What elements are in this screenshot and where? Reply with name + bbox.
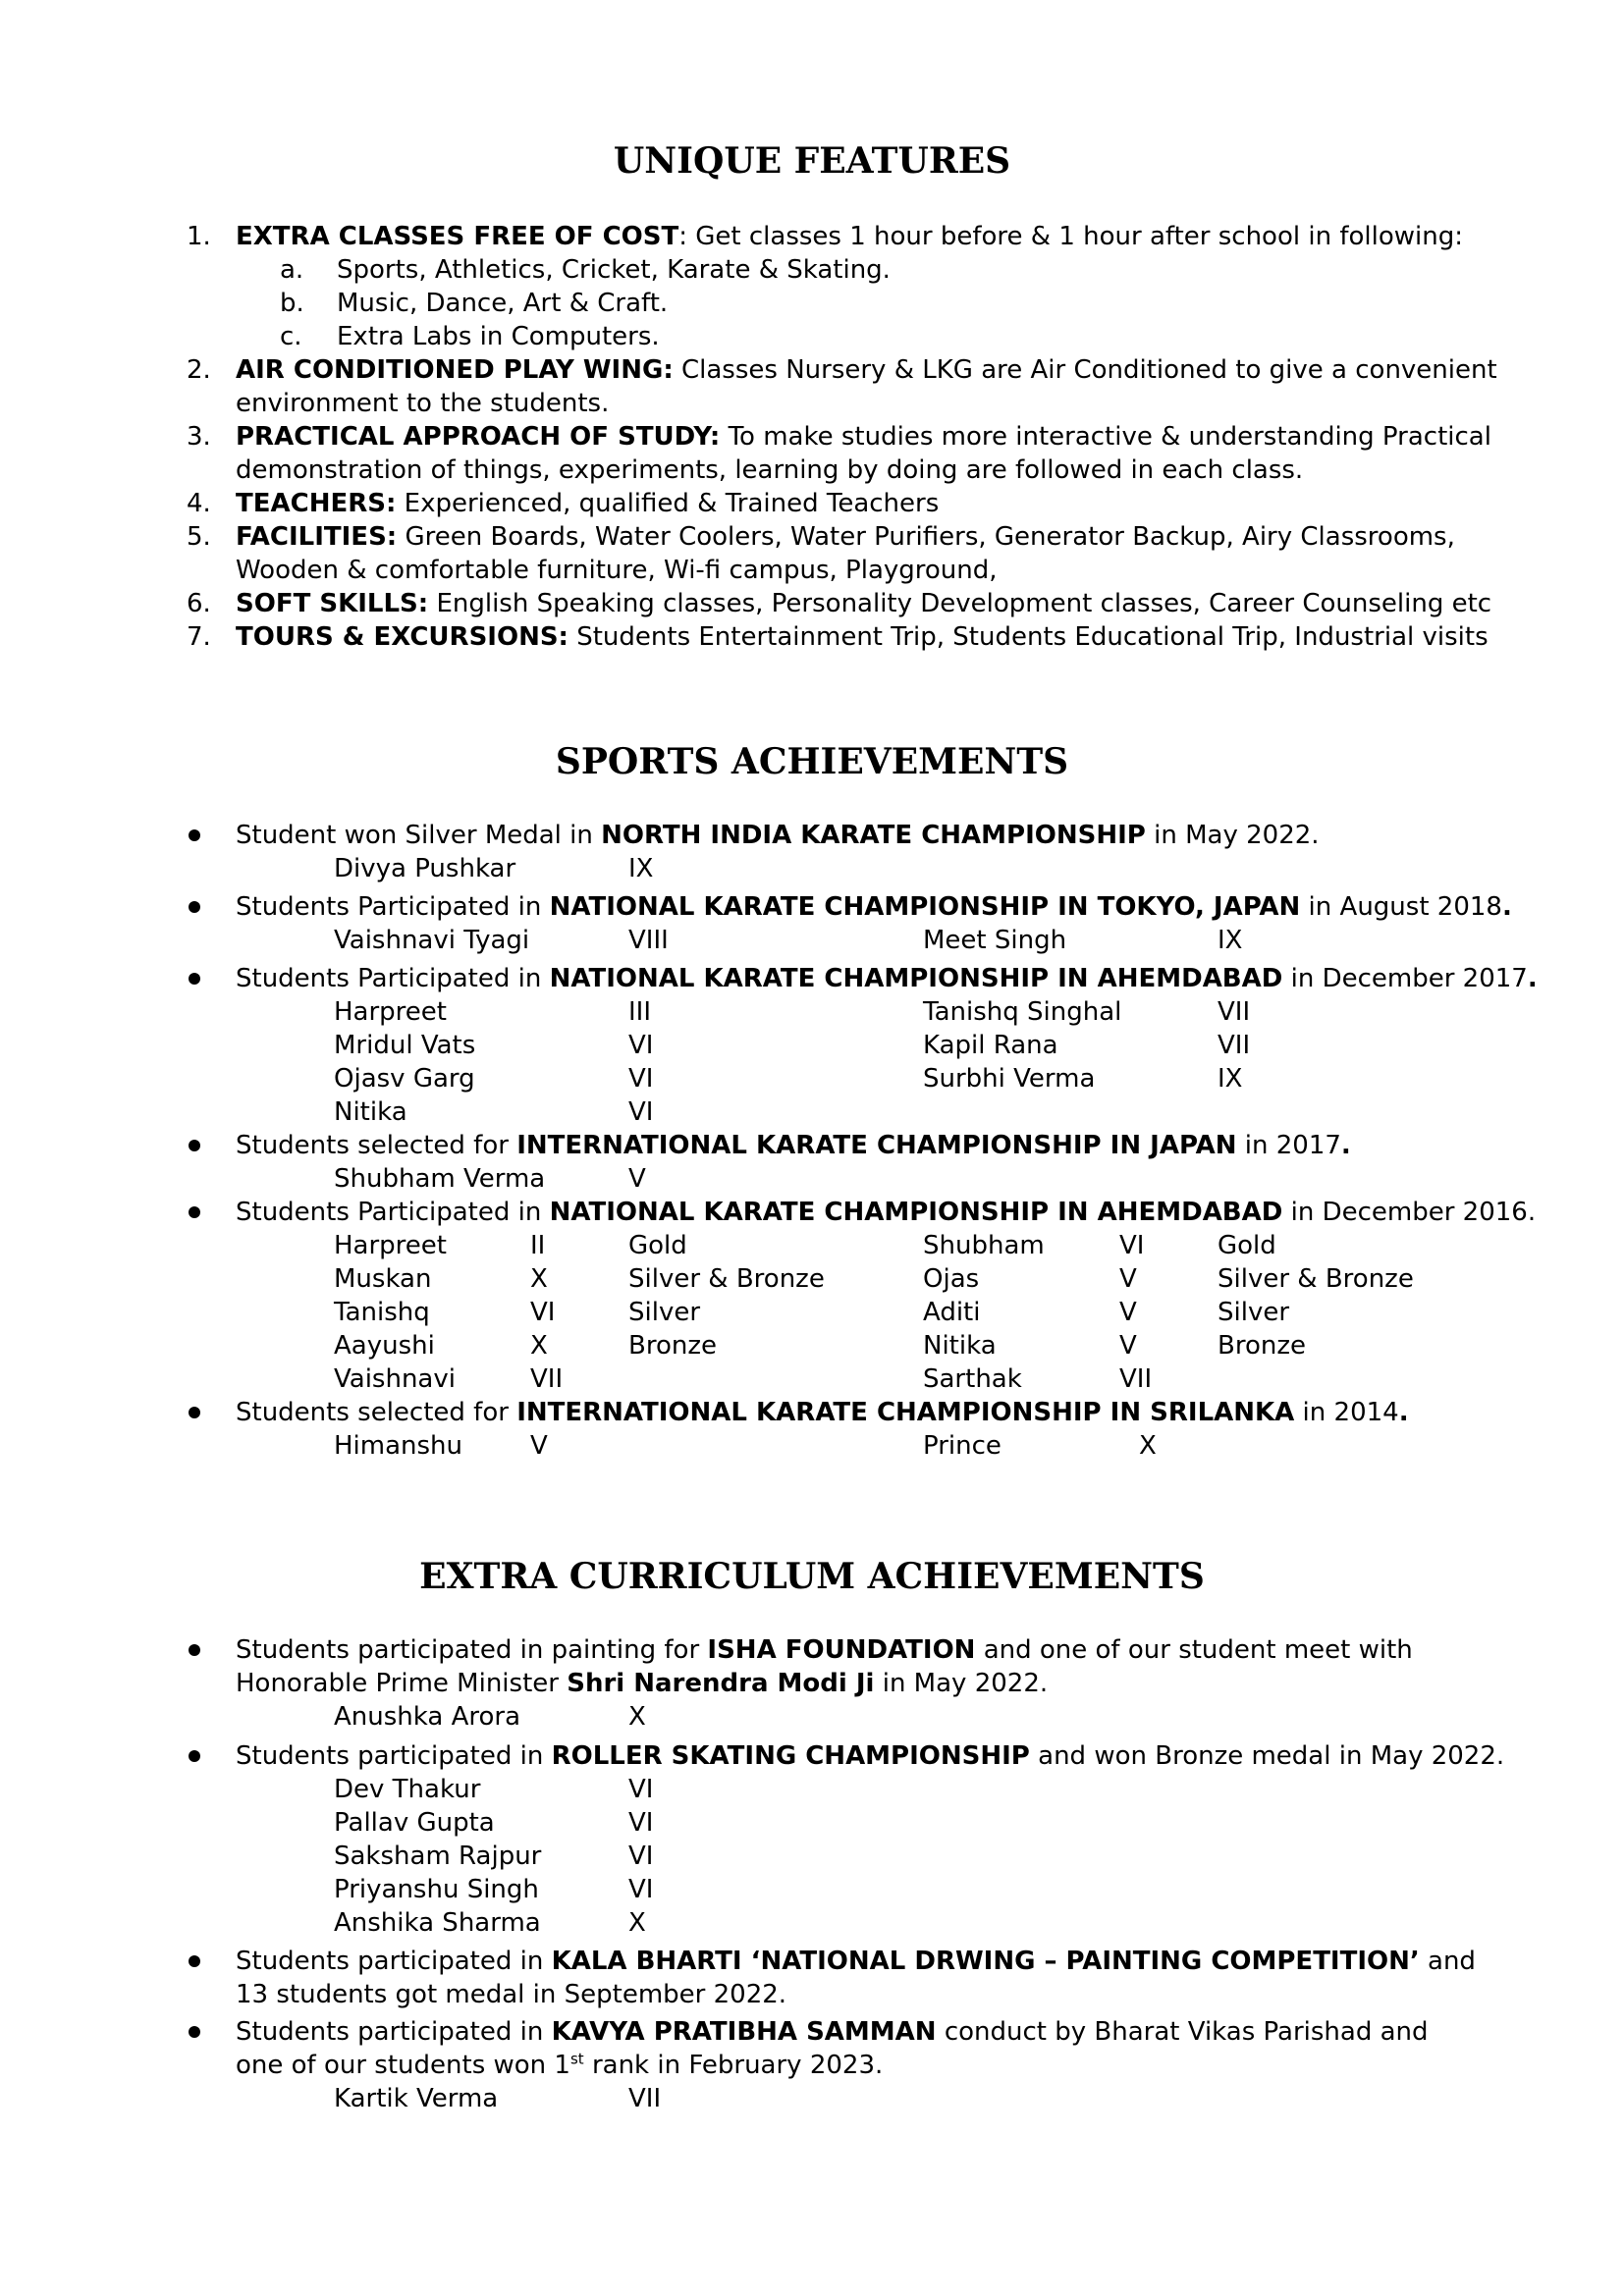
sports-achievements-heading: SPORTS ACHIEVEMENTS: [555, 741, 1069, 782]
student-class: VI: [628, 1064, 654, 1094]
student-class: VI: [628, 1875, 654, 1904]
student-class: VII: [628, 2084, 662, 2113]
student-class: X: [530, 1331, 548, 1361]
student-class: III: [628, 997, 652, 1027]
bullet: [189, 1407, 200, 1418]
student-name: Muskan: [334, 1264, 432, 1294]
list-item-text: Students Participated in NATIONAL KARATE CHAMPIONSHIP IN AHEMDABAD in December 2016.: [236, 1198, 1537, 1227]
sub-item-text: Music, Dance, Art & Craft.: [337, 289, 669, 318]
list-item-text: Students participated in KALA BHARTI ‘NATIONAL DRWING – PAINTING COMPETITION’ and 13 students got medal in September 2022.: [236, 1947, 1476, 2009]
student-name: Aditi: [923, 1298, 981, 1327]
student-class: VI: [1119, 1231, 1145, 1260]
student-class: IX: [1218, 1064, 1243, 1094]
student-name: Harpreet: [334, 1231, 447, 1260]
list-item-text: TOURS & EXCURSIONS: Students Entertainment Trip, Students Educational Trip, Industrial visits: [236, 622, 1489, 652]
student-name: Shubham Verma: [334, 1164, 546, 1194]
list-number: 2.: [187, 355, 211, 385]
list-item-text: Students participated in ROLLER SKATING CHAMPIONSHIP and won Bronze medal in May 2022.: [236, 1741, 1505, 1771]
medal: Silver: [628, 1298, 701, 1327]
bullet: [189, 1750, 200, 1762]
student-name: Anushka Arora: [334, 1702, 520, 1732]
student-class: VIII: [628, 926, 669, 955]
extra-curriculum-heading: EXTRA CURRICULUM ACHIEVEMENTS: [419, 1556, 1205, 1597]
sub-item-marker: b.: [280, 289, 304, 318]
list-number: 4.: [187, 489, 211, 518]
sub-item-marker: a.: [280, 255, 304, 285]
student-class: VI: [628, 1775, 654, 1804]
student-class: X: [628, 1908, 646, 1938]
list-item-text: TEACHERS: Experienced, qualified & Trained Teachers: [236, 489, 940, 518]
bullet: [189, 1206, 200, 1218]
medal: Bronze: [628, 1331, 717, 1361]
student-class: VII: [1218, 1031, 1251, 1060]
student-name: Vaishnavi Tyagi: [334, 926, 530, 955]
student-class: VI: [628, 1842, 654, 1871]
student-name: Himanshu: [334, 1431, 463, 1461]
student-name: Kartik Verma: [334, 2084, 499, 2113]
student-class: V: [1119, 1298, 1137, 1327]
student-name: Pallav Gupta: [334, 1808, 495, 1838]
student-name: Kapil Rana: [923, 1031, 1058, 1060]
student-class: VI: [628, 1031, 654, 1060]
student-class: VI: [628, 1097, 654, 1127]
bullet: [189, 901, 200, 913]
list-item-text: AIR CONDITIONED PLAY WING: Classes Nursery & LKG are Air Conditioned to give a convenient environment to the students.: [236, 355, 1497, 418]
list-item-text: Students participated in KAVYA PRATIBHA SAMMAN conduct by Bharat Vikas Parishad and one of our students won 1st rank in February 2023.: [236, 2017, 1429, 2080]
list-item-text: Students participated in painting for ISHA FOUNDATION and one of our student meet with Honorable Prime Minister Shri Narendra Modi Ji in May 2022.: [236, 1635, 1413, 1698]
student-name: Meet Singh: [923, 926, 1067, 955]
student-name: Saksham Rajpur: [334, 1842, 542, 1871]
medal: Silver & Bronze: [1218, 1264, 1414, 1294]
student-class: IX: [1218, 926, 1243, 955]
bullet: [189, 973, 200, 985]
student-class: IX: [628, 854, 654, 883]
list-number: 7.: [187, 622, 211, 652]
list-number: 5.: [187, 522, 211, 552]
student-name: Tanishq: [334, 1298, 430, 1327]
list-item-text: Students Participated in NATIONAL KARATE CHAMPIONSHIP IN TOKYO, JAPAN in August 2018.: [236, 892, 1512, 922]
medal: Bronze: [1218, 1331, 1306, 1361]
list-item-text: FACILITIES: Green Boards, Water Coolers, Water Purifiers, Generator Backup, Airy Classrooms, Wooden & comfortable furniture, Wi-fi campus, Playground,: [236, 522, 1455, 585]
sub-item-marker: c.: [280, 322, 302, 351]
student-class: VI: [628, 1808, 654, 1838]
student-name: Harpreet: [334, 997, 447, 1027]
student-name: Prince: [923, 1431, 1001, 1461]
student-class: VI: [530, 1298, 556, 1327]
student-name: Ojasv Garg: [334, 1064, 475, 1094]
student-name: Nitika: [923, 1331, 997, 1361]
bullet: [189, 1644, 200, 1656]
bullet: [189, 829, 200, 841]
medal: Gold: [628, 1231, 687, 1260]
student-name: Vaishnavi: [334, 1364, 456, 1394]
student-name: Anshika Sharma: [334, 1908, 541, 1938]
medal: Gold: [1218, 1231, 1276, 1260]
bullet: [189, 2026, 200, 2038]
student-name: Mridul Vats: [334, 1031, 476, 1060]
student-class: VII: [1218, 997, 1251, 1027]
student-class: V: [1119, 1264, 1137, 1294]
student-class: V: [1119, 1331, 1137, 1361]
student-name: Surbhi Verma: [923, 1064, 1096, 1094]
list-item-text: Students selected for INTERNATIONAL KARATE CHAMPIONSHIP IN SRILANKA in 2014.: [236, 1398, 1409, 1427]
student-name: Shubham: [923, 1231, 1045, 1260]
student-class: V: [628, 1164, 646, 1194]
list-item-text: SOFT SKILLS: English Speaking classes, Personality Development classes, Career Counseling etc: [236, 589, 1492, 618]
document-page: UNIQUE FEATURES 1. EXTRA CLASSES FREE OF COST: Get classes 1 hour before & 1 hour after school in following: a. Sports, Athletics, Cricket, Karate & Skating. b. Music, Dance, Art & Craft. c. Extra Labs in Computers. 2. AIR CONDITIONED PLAY WING: Classes Nursery & LKG are Air Conditioned to give a convenient environment to the students. 3. PRACTICAL APPROACH OF STUDY: To make studies more interactive & understanding Practical demonstration of things, experiments, learning by doing are followed in each class. 4. TEACHERS: Experienced, qualified & Trained Teachers 5. FACILITIES: Green Boards, Water Coolers, Water Purifiers, Generator Backup, Airy Classrooms, Wooden & comfortable furniture, Wi-fi campus, Playground, 6. SOFT SKILLS: English Speaking classes, Personality Development classes, Career Counseling etc 7. TOURS & EXCURSIONS: Students Entertainment Trip, Students Educational Trip, Industrial visits SPORTS ACHIEVEMENTS Student won Silver Medal in NORTH INDIA KARATE CHAMPIONSHIP in May 2022. Divya Pushkar IX Students Participated in NATIONAL KARATE CHAMPIONSHIP IN TOKYO, JAPAN in August 2018. Vaishnavi Tyagi VIII Meet Singh IX Students Participated in NATIONAL KARATE CHAMPIONSHIP IN AHEMDABAD in December 2017. Harpreet III Tanishq Singhal VII Mridul Vats VI Kapil Rana VII Ojasv Garg VI Surbhi Verma IX Nitika VI Students selected for INTERNATIONAL KARATE CHAMPIONSHIP IN JAPAN in 2017. Shubham Verma V Students Participated in NATIONAL KARATE CHAMPIONSHIP IN AHEMDABAD in December 2016. Harpreet II Gold Shubham VI Gold Muskan X Silver & Bronze Ojas V Silver & Bronze Tanishq VI Silver Aditi V Silver Aayushi X Bronze Nitika V Bronze Vaishnavi VII Sarthak VII Students selected for INTERNATIONAL KARATE CHAMPIONSHIP IN SRILANKA in 2014. Himanshu V Prince X EXTRA CURRICULUM ACHIEVEMENTS Students participated in painting for ISHA FOUNDATION and one of our student meet with Honorable Prime Minister Shri Narendra Modi Ji in May 2022. Anushka Arora X Students participated in ROLLER SKATING CHAMPIONSHIP and won Bronze medal in May 2022. Dev Thakur VI Pallav Gupta VI Saksham Rajpur VI Priyanshu Singh VI Anshika Sharma X Students participated in KALA BHARTI ‘NATIONAL DRWING – PAINTING COMPETITION’ and 13 students got medal in September 2022. Students participated in KAVYA PRATIBHA SAMMAN conduct by Bharat Vikas Parishad and one of our students won 1st rank in February 2023. Kartik Verma VII: [0, 0, 1624, 2296]
list-item-text: Students selected for INTERNATIONAL KARATE CHAMPIONSHIP IN JAPAN in 2017.: [236, 1131, 1351, 1160]
student-name: Aayushi: [334, 1331, 435, 1361]
student-name: Ojas: [923, 1264, 980, 1294]
unique-features-heading: UNIQUE FEATURES: [613, 140, 1011, 182]
student-class: X: [530, 1264, 548, 1294]
medal: Silver: [1218, 1298, 1290, 1327]
student-class: X: [1139, 1431, 1157, 1461]
list-item-text: Student won Silver Medal in NORTH INDIA KARATE CHAMPIONSHIP in May 2022.: [236, 821, 1320, 850]
list-number: 3.: [187, 422, 211, 452]
list-item-text: Students Participated in NATIONAL KARATE CHAMPIONSHIP IN AHEMDABAD in December 2017.: [236, 964, 1538, 993]
student-name: Divya Pushkar: [334, 854, 516, 883]
student-name: Tanishq Singhal: [923, 997, 1122, 1027]
student-name: Nitika: [334, 1097, 407, 1127]
medal: Silver & Bronze: [628, 1264, 825, 1294]
sub-item-text: Extra Labs in Computers.: [337, 322, 660, 351]
list-item-text: PRACTICAL APPROACH OF STUDY: To make studies more interactive & understanding Practical demonstration of things, experiments, learning by doing are followed in each class.: [236, 422, 1491, 485]
student-class: VII: [1119, 1364, 1153, 1394]
student-class: V: [530, 1431, 548, 1461]
student-class: X: [628, 1702, 646, 1732]
bullet: [189, 1955, 200, 1967]
sub-item-text: Sports, Athletics, Cricket, Karate & Skating.: [337, 255, 891, 285]
student-name: Priyanshu Singh: [334, 1875, 539, 1904]
bullet: [189, 1140, 200, 1151]
student-class: II: [530, 1231, 546, 1260]
student-class: VII: [530, 1364, 564, 1394]
list-number: 6.: [187, 589, 211, 618]
student-name: Sarthak: [923, 1364, 1022, 1394]
student-name: Dev Thakur: [334, 1775, 481, 1804]
